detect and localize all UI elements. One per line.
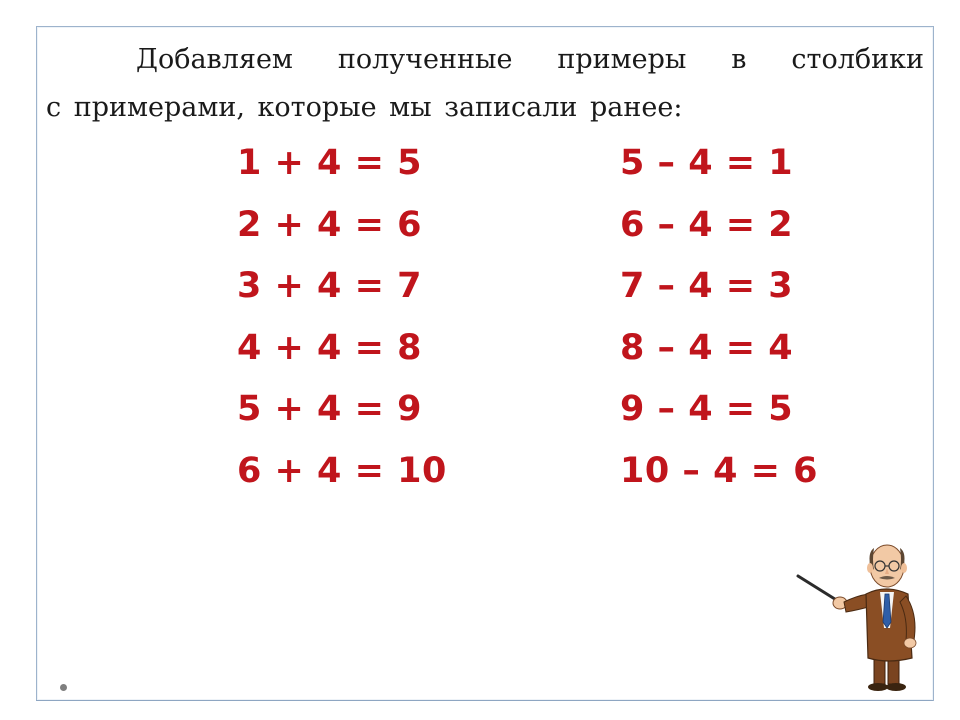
subtraction-equation: 10 – 4 = 6 xyxy=(620,450,818,491)
subtraction-equation: 9 – 4 = 5 xyxy=(620,389,794,429)
teacher-illustration xyxy=(790,536,930,694)
subtraction-equation: 5 – 4 = 1 xyxy=(620,143,794,183)
subtraction-equation: 6 – 4 = 2 xyxy=(620,204,794,245)
addition-equation: 3 + 4 = 7 xyxy=(237,266,422,306)
addition-equation: 2 + 4 = 6 xyxy=(237,204,422,245)
bullet-dot xyxy=(60,684,67,691)
subtraction-equation: 8 – 4 = 4 xyxy=(620,327,794,368)
bottom-divider xyxy=(36,700,933,701)
intro-line-1: Добавляем полученные примеры в столбики xyxy=(136,44,924,75)
addition-equation: 4 + 4 = 8 xyxy=(237,327,422,368)
addition-column xyxy=(237,133,447,502)
addition-equation: 6 + 4 = 10 xyxy=(237,450,447,491)
intro-text xyxy=(46,36,924,132)
intro-line-2: с примерами, которые мы записали ранее: xyxy=(46,92,683,123)
subtraction-column xyxy=(620,133,818,502)
addition-equation: 1 + 4 = 5 xyxy=(237,143,422,183)
addition-equation: 5 + 4 = 9 xyxy=(237,389,422,429)
subtraction-equation: 7 – 4 = 3 xyxy=(620,266,794,306)
